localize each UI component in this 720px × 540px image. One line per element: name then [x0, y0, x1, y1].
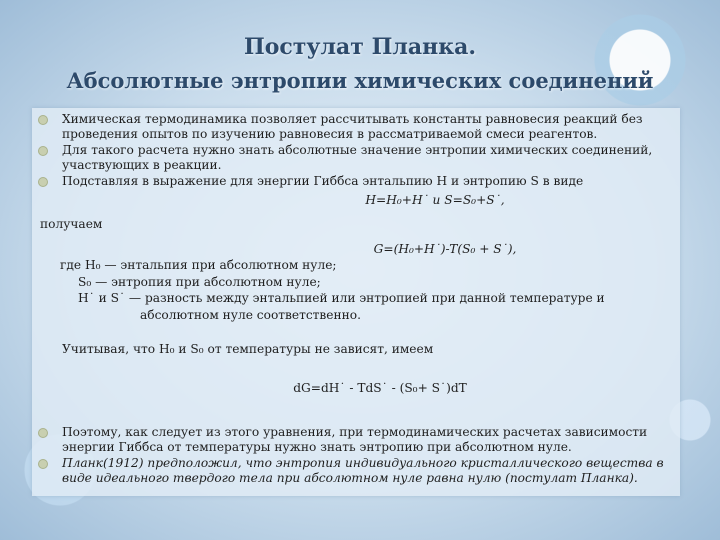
bullet-item — [40, 425, 680, 454]
text-considering: Учитывая, что H₀ и S₀ от температуры не зависят, имеем — [62, 342, 434, 356]
bullet-text: Поэтому, как следует из этого уравнения, при термодинамических расчетах зависимости энергии Гиббса от температуры нужно знать энтропию при абсолютном нуле. — [62, 425, 648, 454]
bullet-icon — [38, 428, 48, 438]
content-body — [40, 112, 680, 487]
text-receive: получаем — [40, 217, 103, 231]
bullet-item — [40, 112, 680, 141]
title-line-2: Абсолютные энтропии химических соединений — [66, 68, 654, 93]
title-line-1: Постулат Планка. — [243, 34, 477, 60]
bullet-item — [40, 456, 680, 485]
bullet-icon — [38, 459, 48, 469]
where-line: S₀ — энтропия при абсолютном нуле; — [78, 274, 321, 289]
slide-title — [0, 30, 720, 98]
formula-dg: dG=dH˙ - TdS˙ - (S₀+ S˙)dT — [293, 380, 467, 395]
bullet-item — [40, 143, 680, 172]
where-line: абсолютном нуле соответственно. — [140, 307, 361, 322]
bullet-icon — [38, 115, 48, 125]
bullet-text: Для такого расчета нужно знать абсолютные значение энтропии химических соединений, участвующих в реакции. — [62, 143, 653, 172]
bullet-icon — [38, 177, 48, 187]
bullet-icon — [38, 146, 48, 156]
where-line: где H₀ — энтальпия при абсолютном нуле; — [60, 258, 337, 272]
where-line: H˙ и S˙ — разность между энтальпией или энтропией при данной температуре и — [78, 291, 605, 305]
formula-gibbs: G=(H₀+H˙)-T(S₀ + S˙), — [373, 241, 517, 256]
bullet-text: Планк(1912) предположил, что энтропия индивидуального кристаллического вещества в виде идеального твердого тела при абсолютном нуле равна нулю (постулат Планка). — [62, 456, 664, 485]
bullet-text: Подставляя в выражение для энергии Гиббса энтальпию H и энтропию S в виде — [62, 174, 584, 188]
formula-h-s: H=H₀+H˙ и S=S₀+S˙, — [365, 192, 505, 207]
bullet-item — [40, 174, 680, 189]
bullet-text: Химическая термодинамика позволяет рассчитывать константы равновесия реакций без проведения опытов по изучению равновесия в рассматриваемой смеси реагентов. — [62, 112, 643, 141]
